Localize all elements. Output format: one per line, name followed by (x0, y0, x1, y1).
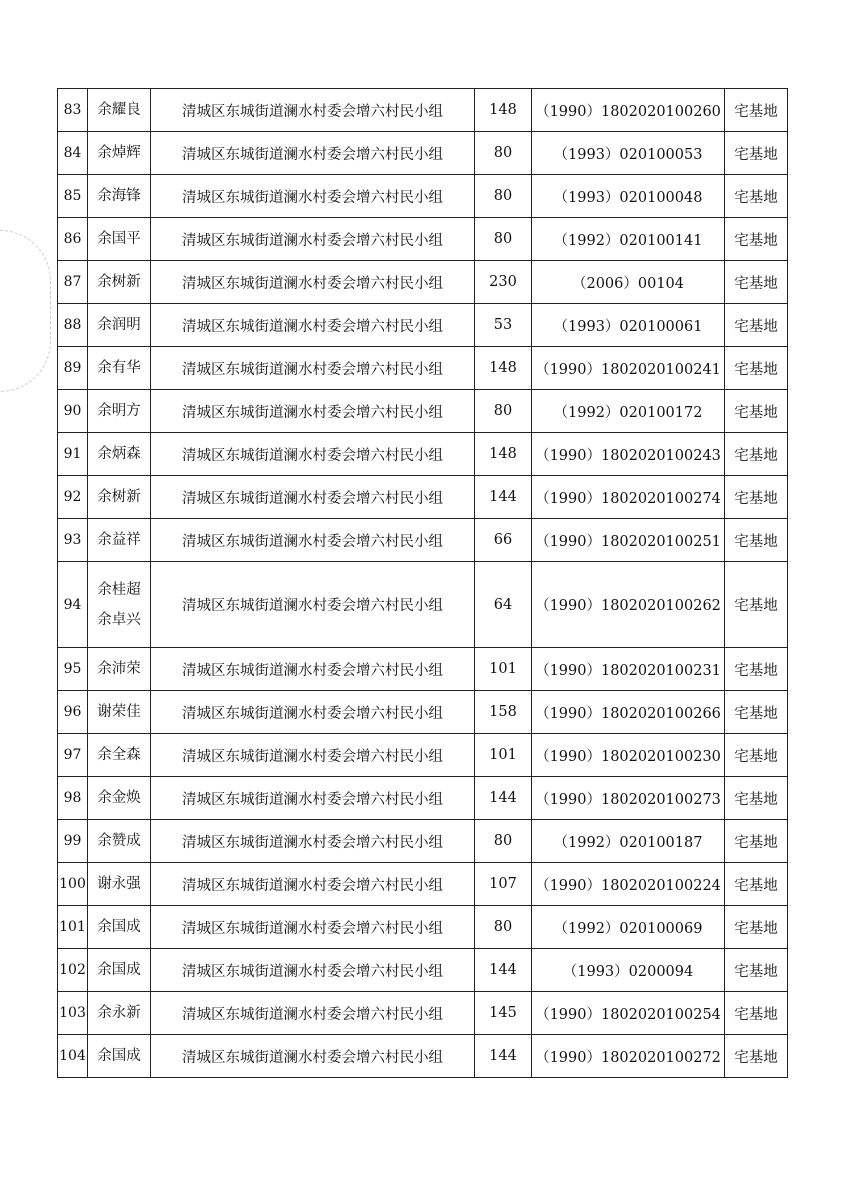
row-number: 100 (58, 863, 88, 906)
certificate-number-cell: （1990）1802020100266 (532, 691, 725, 734)
owner-names-cell (88, 734, 151, 777)
table-row (58, 734, 788, 777)
row-number: 104 (58, 1035, 88, 1078)
table-row (58, 218, 788, 261)
certificate-number-cell: （1993）0200094 (532, 949, 725, 992)
owner-names-cell (88, 906, 151, 949)
location-cell: 清城区东城街道澜水村委会增六村民小组 (151, 1035, 475, 1078)
table-row (58, 992, 788, 1035)
certificate-number-cell: （1990）1802020100260 (532, 89, 725, 132)
location-cell: 清城区东城街道澜水村委会增六村民小组 (151, 777, 475, 820)
land-type-cell: 宅基地 (725, 261, 788, 304)
location-cell: 清城区东城街道澜水村委会增六村民小组 (151, 476, 475, 519)
owner-names-cell (88, 1035, 151, 1078)
owner-names-cell (88, 261, 151, 304)
certificate-number-cell: （1990）1802020100241 (532, 347, 725, 390)
area-cell: 148 (475, 433, 532, 476)
certificate-number-cell: （1990）1802020100254 (532, 992, 725, 1035)
location-cell: 清城区东城街道澜水村委会增六村民小组 (151, 304, 475, 347)
row-number: 88 (58, 304, 88, 347)
certificate-number-cell: （1990）1802020100273 (532, 777, 725, 820)
area-cell: 66 (475, 519, 532, 562)
owner-name: 余耀良 (97, 102, 141, 118)
land-type-cell: 宅基地 (725, 906, 788, 949)
table-row (58, 476, 788, 519)
certificate-number-cell: （1990）1802020100231 (532, 648, 725, 691)
area-cell: 145 (475, 992, 532, 1035)
owner-names-cell (88, 175, 151, 218)
owner-names-cell (88, 132, 151, 175)
land-type-cell: 宅基地 (725, 1035, 788, 1078)
table-row (58, 691, 788, 734)
owner-name: 余焯辉 (97, 145, 141, 161)
owner-name: 余全森 (97, 747, 141, 763)
owner-names-cell (88, 218, 151, 261)
table-row (58, 390, 788, 433)
row-number: 83 (58, 89, 88, 132)
location-cell: 清城区东城街道澜水村委会增六村民小组 (151, 863, 475, 906)
land-type-cell: 宅基地 (725, 949, 788, 992)
row-number: 91 (58, 433, 88, 476)
area-cell: 144 (475, 949, 532, 992)
owner-names-cell (88, 347, 151, 390)
certificate-number-cell: （1990）1802020100224 (532, 863, 725, 906)
table-row (58, 175, 788, 218)
table-row (58, 519, 788, 562)
owner-name: 谢荣佳 (97, 704, 141, 720)
certificate-number-cell: （1993）020100053 (532, 132, 725, 175)
area-cell: 80 (475, 906, 532, 949)
certificate-number-cell: （2006）00104 (532, 261, 725, 304)
owner-names-cell (88, 476, 151, 519)
location-cell: 清城区东城街道澜水村委会增六村民小组 (151, 261, 475, 304)
table-row (58, 648, 788, 691)
table-row (58, 261, 788, 304)
certificate-number-cell: （1990）1802020100243 (532, 433, 725, 476)
land-type-cell: 宅基地 (725, 89, 788, 132)
area-cell: 80 (475, 175, 532, 218)
area-cell: 53 (475, 304, 532, 347)
table-row (58, 433, 788, 476)
owner-name: 余国平 (97, 231, 141, 247)
row-number: 84 (58, 132, 88, 175)
area-cell: 230 (475, 261, 532, 304)
row-number: 86 (58, 218, 88, 261)
owner-names-cell (88, 648, 151, 691)
row-number: 103 (58, 992, 88, 1035)
table-row (58, 304, 788, 347)
owner-name: 余有华 (97, 360, 141, 376)
area-cell: 158 (475, 691, 532, 734)
owner-name: 余金焕 (97, 790, 141, 806)
row-number: 85 (58, 175, 88, 218)
owner-name: 余赞成 (97, 833, 141, 849)
table-row (58, 863, 788, 906)
location-cell: 清城区东城街道澜水村委会增六村民小组 (151, 433, 475, 476)
table-row (58, 906, 788, 949)
location-cell: 清城区东城街道澜水村委会增六村民小组 (151, 562, 475, 648)
certificate-number-cell: （1993）020100061 (532, 304, 725, 347)
location-cell: 清城区东城街道澜水村委会增六村民小组 (151, 132, 475, 175)
seal-stamp-fragment (0, 230, 51, 392)
land-type-cell: 宅基地 (725, 304, 788, 347)
location-cell: 清城区东城街道澜水村委会增六村民小组 (151, 347, 475, 390)
land-type-cell: 宅基地 (725, 476, 788, 519)
area-cell: 80 (475, 820, 532, 863)
row-number: 93 (58, 519, 88, 562)
land-type-cell: 宅基地 (725, 347, 788, 390)
owner-names-cell (88, 863, 151, 906)
land-registry-table (57, 88, 788, 1078)
certificate-number-cell: （1993）020100048 (532, 175, 725, 218)
land-type-cell: 宅基地 (725, 820, 788, 863)
location-cell: 清城区东城街道澜水村委会增六村民小组 (151, 218, 475, 261)
owner-name: 谢永强 (97, 876, 141, 892)
owner-names-cell (88, 433, 151, 476)
owner-name: 余炳森 (97, 446, 141, 462)
row-number: 97 (58, 734, 88, 777)
location-cell: 清城区东城街道澜水村委会增六村民小组 (151, 949, 475, 992)
location-cell: 清城区东城街道澜水村委会增六村民小组 (151, 820, 475, 863)
table-row (58, 777, 788, 820)
land-type-cell: 宅基地 (725, 519, 788, 562)
location-cell: 清城区东城街道澜水村委会增六村民小组 (151, 89, 475, 132)
land-type-cell: 宅基地 (725, 175, 788, 218)
area-cell: 101 (475, 648, 532, 691)
location-cell: 清城区东城街道澜水村委会增六村民小组 (151, 906, 475, 949)
owner-name: 余桂超 (97, 581, 141, 598)
owner-name: 余树新 (97, 274, 141, 290)
owner-name: 余国成 (97, 1048, 141, 1064)
table-body (58, 89, 788, 1078)
row-number: 96 (58, 691, 88, 734)
row-number: 89 (58, 347, 88, 390)
certificate-number-cell: （1990）1802020100274 (532, 476, 725, 519)
certificate-number-cell: （1992）020100187 (532, 820, 725, 863)
row-number: 87 (58, 261, 88, 304)
owner-name: 余树新 (97, 489, 141, 505)
land-type-cell: 宅基地 (725, 562, 788, 648)
row-number: 90 (58, 390, 88, 433)
row-number: 92 (58, 476, 88, 519)
area-cell: 80 (475, 390, 532, 433)
owner-name: 余益祥 (97, 532, 141, 548)
land-type-cell: 宅基地 (725, 777, 788, 820)
location-cell: 清城区东城街道澜水村委会增六村民小组 (151, 992, 475, 1035)
location-cell: 清城区东城街道澜水村委会增六村民小组 (151, 175, 475, 218)
owner-names-cell (88, 304, 151, 347)
certificate-number-cell: （1992）020100069 (532, 906, 725, 949)
land-type-cell: 宅基地 (725, 863, 788, 906)
land-type-cell: 宅基地 (725, 218, 788, 261)
location-cell: 清城区东城街道澜水村委会增六村民小组 (151, 648, 475, 691)
area-cell: 80 (475, 218, 532, 261)
area-cell: 64 (475, 562, 532, 648)
row-number: 95 (58, 648, 88, 691)
owner-names-cell (88, 992, 151, 1035)
location-cell: 清城区东城街道澜水村委会增六村民小组 (151, 519, 475, 562)
owner-names-cell (88, 519, 151, 562)
owner-name: 余润明 (97, 317, 141, 333)
certificate-number-cell: （1990）1802020100230 (532, 734, 725, 777)
area-cell: 107 (475, 863, 532, 906)
table-row (58, 347, 788, 390)
owner-names-cell (88, 777, 151, 820)
table-row (58, 1035, 788, 1078)
row-number: 102 (58, 949, 88, 992)
table-row (58, 820, 788, 863)
owner-names-cell (88, 390, 151, 433)
land-type-cell: 宅基地 (725, 648, 788, 691)
land-type-cell: 宅基地 (725, 992, 788, 1035)
owner-name: 余沛荣 (97, 661, 141, 677)
owner-name: 余海锋 (97, 188, 141, 204)
table-row (58, 949, 788, 992)
certificate-number-cell: （1990）1802020100262 (532, 562, 725, 648)
location-cell: 清城区东城街道澜水村委会增六村民小组 (151, 390, 475, 433)
area-cell: 144 (475, 476, 532, 519)
certificate-number-cell: （1990）1802020100251 (532, 519, 725, 562)
table-row (58, 89, 788, 132)
table-row (58, 132, 788, 175)
location-cell: 清城区东城街道澜水村委会增六村民小组 (151, 734, 475, 777)
land-type-cell: 宅基地 (725, 390, 788, 433)
owner-names-cell (88, 691, 151, 734)
owner-names-cell (88, 562, 151, 648)
owner-name: 余卓兴 (97, 611, 141, 628)
row-number: 98 (58, 777, 88, 820)
area-cell: 144 (475, 777, 532, 820)
owner-names-cell (88, 949, 151, 992)
owner-names-cell (88, 89, 151, 132)
table-row (58, 562, 788, 648)
certificate-number-cell: （1992）020100141 (532, 218, 725, 261)
certificate-number-cell: （1990）1802020100272 (532, 1035, 725, 1078)
owner-name: 余永新 (97, 1005, 141, 1021)
owner-names-cell (88, 820, 151, 863)
land-type-cell: 宅基地 (725, 691, 788, 734)
certificate-number-cell: （1992）020100172 (532, 390, 725, 433)
area-cell: 148 (475, 89, 532, 132)
location-cell: 清城区东城街道澜水村委会增六村民小组 (151, 691, 475, 734)
area-cell: 148 (475, 347, 532, 390)
area-cell: 80 (475, 132, 532, 175)
land-type-cell: 宅基地 (725, 734, 788, 777)
row-number: 99 (58, 820, 88, 863)
owner-name: 余明方 (97, 403, 141, 419)
land-type-cell: 宅基地 (725, 433, 788, 476)
land-type-cell: 宅基地 (725, 132, 788, 175)
row-number: 94 (58, 562, 88, 648)
row-number: 101 (58, 906, 88, 949)
area-cell: 101 (475, 734, 532, 777)
owner-name: 余国成 (97, 962, 141, 978)
area-cell: 144 (475, 1035, 532, 1078)
owner-name: 余国成 (97, 919, 141, 935)
